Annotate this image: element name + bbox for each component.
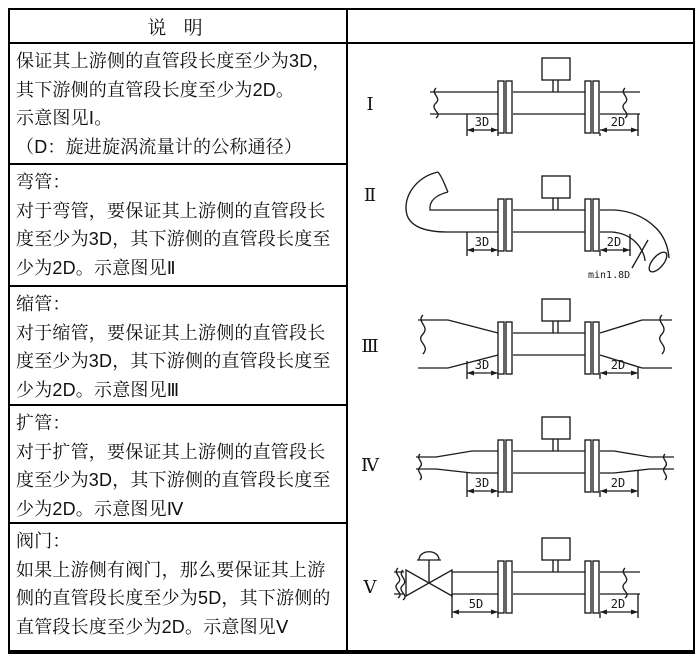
pipe-break-icon bbox=[421, 315, 426, 354]
svg-text:3D: 3D bbox=[474, 235, 490, 249]
svg-text:5D: 5D bbox=[468, 597, 484, 611]
upstream-bend bbox=[406, 172, 498, 232]
flowmeter-display-icon bbox=[542, 538, 570, 572]
svg-text:2D: 2D bbox=[606, 235, 622, 249]
text-line: 侧的直管段长度至少为5D，其下游侧的 bbox=[16, 588, 331, 608]
text-line: 示意图见Ⅰ。 bbox=[16, 108, 113, 128]
valve-icon bbox=[394, 552, 452, 600]
header-cell-diagrams bbox=[348, 10, 693, 44]
diagram-numeral: Ⅲ bbox=[361, 336, 379, 356]
flowmeter-display-icon bbox=[542, 299, 570, 333]
text-line: 保证其上游侧的直管段长度至少为3D， bbox=[16, 51, 331, 71]
flowmeter-display-icon bbox=[542, 58, 570, 92]
text-line: 度至少为3D，其下游侧的直管段长度至 bbox=[16, 351, 331, 371]
valve-handle-icon bbox=[419, 552, 439, 560]
diagram-expander-pipe bbox=[348, 406, 693, 524]
svg-text:2D: 2D bbox=[610, 597, 626, 611]
description-cell-reducer bbox=[10, 287, 348, 406]
downstream-dimension bbox=[600, 470, 638, 497]
flanges bbox=[498, 322, 599, 374]
svg-text:3D: 3D bbox=[474, 357, 490, 372]
upstream-dimension bbox=[467, 358, 498, 379]
valve-pipe-drawing bbox=[392, 532, 686, 642]
flanges bbox=[498, 561, 599, 613]
straight-pipe-drawing bbox=[392, 50, 686, 160]
installation-spec-table bbox=[8, 8, 695, 654]
diagram-numeral: Ⅱ bbox=[363, 185, 377, 205]
upstream-dimension bbox=[467, 473, 498, 497]
pipe bbox=[430, 88, 640, 118]
text-line: 对于缩管，要保证其上游侧的直管段长 bbox=[16, 322, 326, 343]
svg-text:2D: 2D bbox=[610, 476, 626, 490]
text-line: 少为2D。示意图见Ⅲ bbox=[16, 379, 180, 400]
downstream-dimension bbox=[600, 114, 638, 136]
upstream-dimension bbox=[467, 114, 498, 136]
meter-body bbox=[513, 451, 585, 473]
reducer-pipe-drawing bbox=[392, 293, 686, 401]
text-line: 对于弯管，要保证其上游侧的直管段长 bbox=[16, 200, 326, 221]
diagram-numeral: Ⅰ bbox=[366, 94, 374, 114]
pipe-break-icon bbox=[401, 570, 405, 600]
text-line: 其下游侧的直管段长度至少为2D。 bbox=[16, 79, 295, 100]
text-line: 缩管： bbox=[16, 294, 71, 314]
header-cell-description bbox=[10, 10, 348, 44]
svg-text:min1.8D: min1.8D bbox=[588, 270, 631, 281]
downstream-pipe bbox=[600, 568, 640, 598]
text-line: 如果上游侧有阀门，那么要保证其上游 bbox=[16, 559, 326, 580]
diagram-straight-pipe bbox=[348, 44, 693, 165]
description-cell-straight bbox=[10, 44, 348, 165]
diagram-reducer-pipe bbox=[348, 287, 693, 406]
text-line: 少为2D。示意图见Ⅳ bbox=[16, 498, 184, 519]
bend-pipe-drawing bbox=[392, 170, 686, 282]
upstream-pipe bbox=[452, 572, 498, 594]
pipe-break-icon bbox=[664, 454, 667, 480]
upstream-dimension bbox=[467, 232, 498, 256]
description-cell-expander bbox=[10, 406, 348, 524]
text-line: 阀门： bbox=[16, 531, 71, 551]
description-cell-bend bbox=[10, 165, 348, 287]
diagram-column bbox=[348, 44, 693, 650]
text-line: 少为2D。示意图见Ⅱ bbox=[16, 257, 176, 278]
svg-text:3D: 3D bbox=[474, 476, 490, 490]
meter-body bbox=[513, 572, 585, 594]
diagram-valve-pipe bbox=[348, 524, 693, 650]
pipe-break-icon bbox=[660, 315, 665, 354]
text-line: 度至少为3D，其下游侧的直管段长度至 bbox=[16, 229, 331, 249]
svg-text:3D: 3D bbox=[474, 114, 490, 129]
table-title: 说 明 bbox=[147, 17, 209, 39]
downstream-dimension bbox=[600, 358, 638, 379]
downstream-dimension bbox=[600, 234, 630, 256]
svg-text:2D: 2D bbox=[610, 357, 626, 372]
upstream-dimension bbox=[452, 594, 498, 618]
flowmeter-display-icon bbox=[542, 176, 570, 210]
diagram-numeral: Ⅳ bbox=[361, 454, 379, 475]
text-line: 扩管： bbox=[16, 413, 71, 433]
flanges bbox=[498, 199, 599, 251]
flanges bbox=[498, 440, 599, 492]
meter-body bbox=[513, 210, 585, 232]
text-line: （D：旋进旋涡流量计的公称通径） bbox=[16, 136, 303, 157]
svg-text:2D: 2D bbox=[610, 114, 626, 129]
text-line: 直管段长度至少为2D。示意图见Ⅴ bbox=[16, 616, 289, 637]
diagram-bend-pipe bbox=[348, 165, 693, 287]
expander-pipe-drawing bbox=[392, 411, 686, 519]
downstream-dimension bbox=[600, 594, 638, 618]
text-line: 对于扩管，要保证其上游侧的直管段长 bbox=[16, 441, 326, 462]
text-line: 度至少为3D，其下游侧的直管段长度至 bbox=[16, 470, 331, 490]
diagram-numeral: Ⅴ bbox=[363, 576, 377, 597]
description-cell-valve bbox=[10, 524, 348, 650]
text-line: 弯管： bbox=[16, 172, 71, 192]
meter-body bbox=[513, 333, 585, 355]
pipe-break-icon bbox=[419, 454, 422, 480]
flowmeter-display-icon bbox=[542, 417, 570, 451]
flanges bbox=[498, 81, 599, 133]
